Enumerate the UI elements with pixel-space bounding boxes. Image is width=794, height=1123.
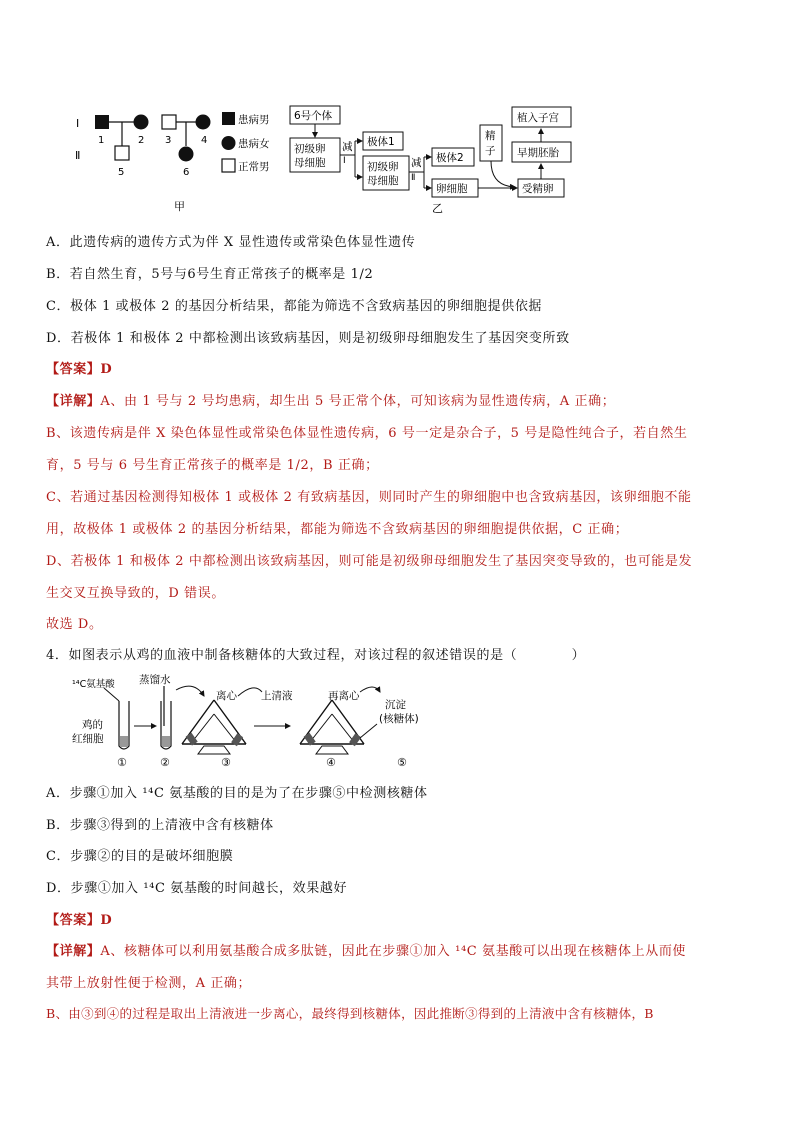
q3-detail-line-7: 生交叉互换导致的，D 错误。	[46, 586, 225, 601]
individual-number: 5	[118, 167, 125, 178]
q3-option-b: B．若自然生育，5号与6号生育正常孩子的概率是 1/2	[46, 267, 374, 282]
oocyte-flow-figure	[283, 100, 588, 218]
box-sperm-line1: 精	[485, 130, 496, 142]
legend-normal-male: 正常男	[238, 161, 270, 173]
box-early-embryo-label: 早期胚胎	[517, 147, 559, 159]
legend-normal-male-symbol	[222, 159, 235, 172]
q4-option-b: B．步骤③得到的上清液中含有核糖体	[46, 818, 274, 833]
label-precipitate: 沉淀	[385, 699, 406, 711]
normal-male-3	[162, 115, 176, 129]
q4-option-d: D．步骤①加入 ¹⁴C 氨基酸的时间越长，效果越好	[46, 881, 348, 896]
legend-affected-male-symbol	[222, 112, 235, 125]
q4-stem: 4．如图表示从鸡的血液中制备核糖体的大致过程，对该过程的叙述错误的是（ ）	[46, 648, 586, 663]
q3-detail-line-1	[46, 390, 615, 409]
box-individual-6-label: 6号个体	[294, 110, 333, 122]
pedigree-figure	[70, 102, 285, 214]
q3-answer: 【答案】D	[46, 362, 113, 377]
q3-conclusion: 故选 D。	[46, 617, 103, 632]
centrifuge-3	[182, 700, 246, 754]
box-egg-cell-label: 卵细胞	[436, 183, 468, 195]
box-sperm-line2: 子	[485, 145, 496, 157]
figure-caption-jia: 甲	[174, 200, 185, 213]
box-primary-oocyte-1-line1: 初级卵	[294, 143, 326, 155]
legend-affected-female-symbol	[222, 136, 236, 150]
box-primary-oocyte-2-line1: 初级卵	[367, 161, 399, 173]
q3-detail-line-5: 用，故极体 1 或极体 2 的基因分析结果，都能为筛选不含致病基因的卵细胞提供依据，C 正确；	[46, 522, 629, 537]
q3-detail-text-1: A、由 1 号与 2 号均患病，却生出 5 号正常个体，可知该病为显性遗传病，A 正确；	[100, 394, 616, 409]
meiosis-1-label: 减	[342, 141, 353, 153]
label-centrifuge: 离心	[216, 690, 237, 702]
ribosome-prep-figure	[64, 666, 444, 770]
legend-affected-male: 患病男	[238, 114, 270, 126]
centrifuge-4	[300, 700, 364, 754]
q4-detail-text-1: A、核糖体可以利用氨基酸合成多肽链，因此在步骤①加入 ¹⁴C 氨基酸可以出现在核糖体上从而使	[100, 944, 687, 959]
label-red-blood-cell: 红细胞	[72, 733, 104, 745]
q3-detail-line-4: C、若通过基因检测得知极体 1 或极体 2 有致病基因，则同时产生的卵细胞中也含致病基因，该卵细胞不能	[46, 490, 692, 505]
affected-male-1	[95, 115, 109, 129]
q3-detail-tag: 【详解】	[46, 394, 101, 409]
individual-number: 1	[98, 135, 105, 146]
box-zygote-label: 受精卵	[522, 183, 554, 195]
q3-detail-line-3: 育，5 号与 6 号生育正常孩子的概率是 1/2，B 正确；	[46, 458, 379, 473]
individual-number: 4	[201, 135, 208, 146]
box-primary-oocyte-2-line2: 母细胞	[367, 175, 399, 187]
q4-detail-line-1	[46, 940, 686, 959]
figure-caption-yi: 乙	[432, 202, 443, 215]
label-c14-amino-acid: ¹⁴C氨基酸	[72, 679, 115, 690]
q3-detail-line-2: B、该遗传病是伴 X 染色体显性或常染色体显性遗传病，6 号一定是杂合子，5 号是隐性纯合子，若自然生	[46, 426, 688, 441]
individual-number: 3	[165, 135, 172, 146]
affected-female-2	[134, 115, 149, 130]
box-polar-body-2-label: 极体2	[436, 152, 464, 164]
meiosis-2-label: 减	[411, 157, 422, 169]
box-polar-body-1-label: 极体1	[367, 136, 395, 148]
label-chicken: 鸡的	[82, 719, 103, 731]
label-supernatant: 上清液	[261, 690, 293, 702]
box-implant-uterus-label: 植入子宫	[517, 112, 559, 124]
meiosis-1-numeral: Ⅰ	[343, 156, 346, 166]
step-4: ④	[326, 756, 336, 769]
step-3: ③	[221, 756, 231, 769]
generation-1-label: I	[76, 117, 80, 130]
q4-option-a: A．步骤①加入 ¹⁴C 氨基酸的目的是为了在步骤⑤中检测核糖体	[46, 786, 428, 801]
q4-option-c: C．步骤②的目的是破坏细胞膜	[46, 849, 234, 864]
q3-detail-line-6: D、若极体 1 和极体 2 中都检测出该致病基因，则可能是初级卵母细胞发生了基因突变导致的，也可能是发	[46, 554, 693, 569]
generation-2-label: Ⅱ	[75, 149, 81, 162]
q3-option-a: A．此遗传病的遗传方式为伴 X 显性遗传或常染色体显性遗传	[46, 235, 416, 250]
affected-female-6	[179, 147, 194, 162]
individual-number: 2	[138, 135, 145, 146]
q4-answer: 【答案】D	[46, 913, 113, 928]
step-1: ①	[117, 756, 127, 769]
q3-option-c: C．极体 1 或极体 2 的基因分析结果，都能为筛选不含致病基因的卵细胞提供依据	[46, 299, 543, 314]
normal-male-5	[115, 146, 129, 160]
q4-detail-tag: 【详解】	[46, 944, 101, 959]
legend-affected-female: 患病女	[238, 138, 270, 150]
label-recentrifuge: 再离心	[328, 690, 360, 702]
box-primary-oocyte-1-line2: 母细胞	[294, 157, 326, 169]
meiosis-2-numeral: Ⅱ	[411, 173, 416, 183]
label-distilled-water: 蒸馏水	[139, 674, 171, 686]
step-2: ②	[160, 756, 170, 769]
affected-female-4	[196, 115, 211, 130]
step-5: ⑤	[397, 756, 407, 769]
individual-number: 6	[183, 167, 190, 178]
label-ribosome: (核糖体)	[379, 713, 419, 725]
q4-detail-line-3: B、由③到④的过程是取出上清液进一步离心，最终得到核糖体，因此推断③得到的上清液中含有核糖体，B	[46, 1006, 654, 1021]
q3-option-d: D．若极体 1 和极体 2 中都检测出该致病基因，则是初级卵母细胞发生了基因突变所致	[46, 331, 570, 346]
q4-detail-line-2: 其带上放射性便于检测，A 正确；	[46, 976, 252, 991]
